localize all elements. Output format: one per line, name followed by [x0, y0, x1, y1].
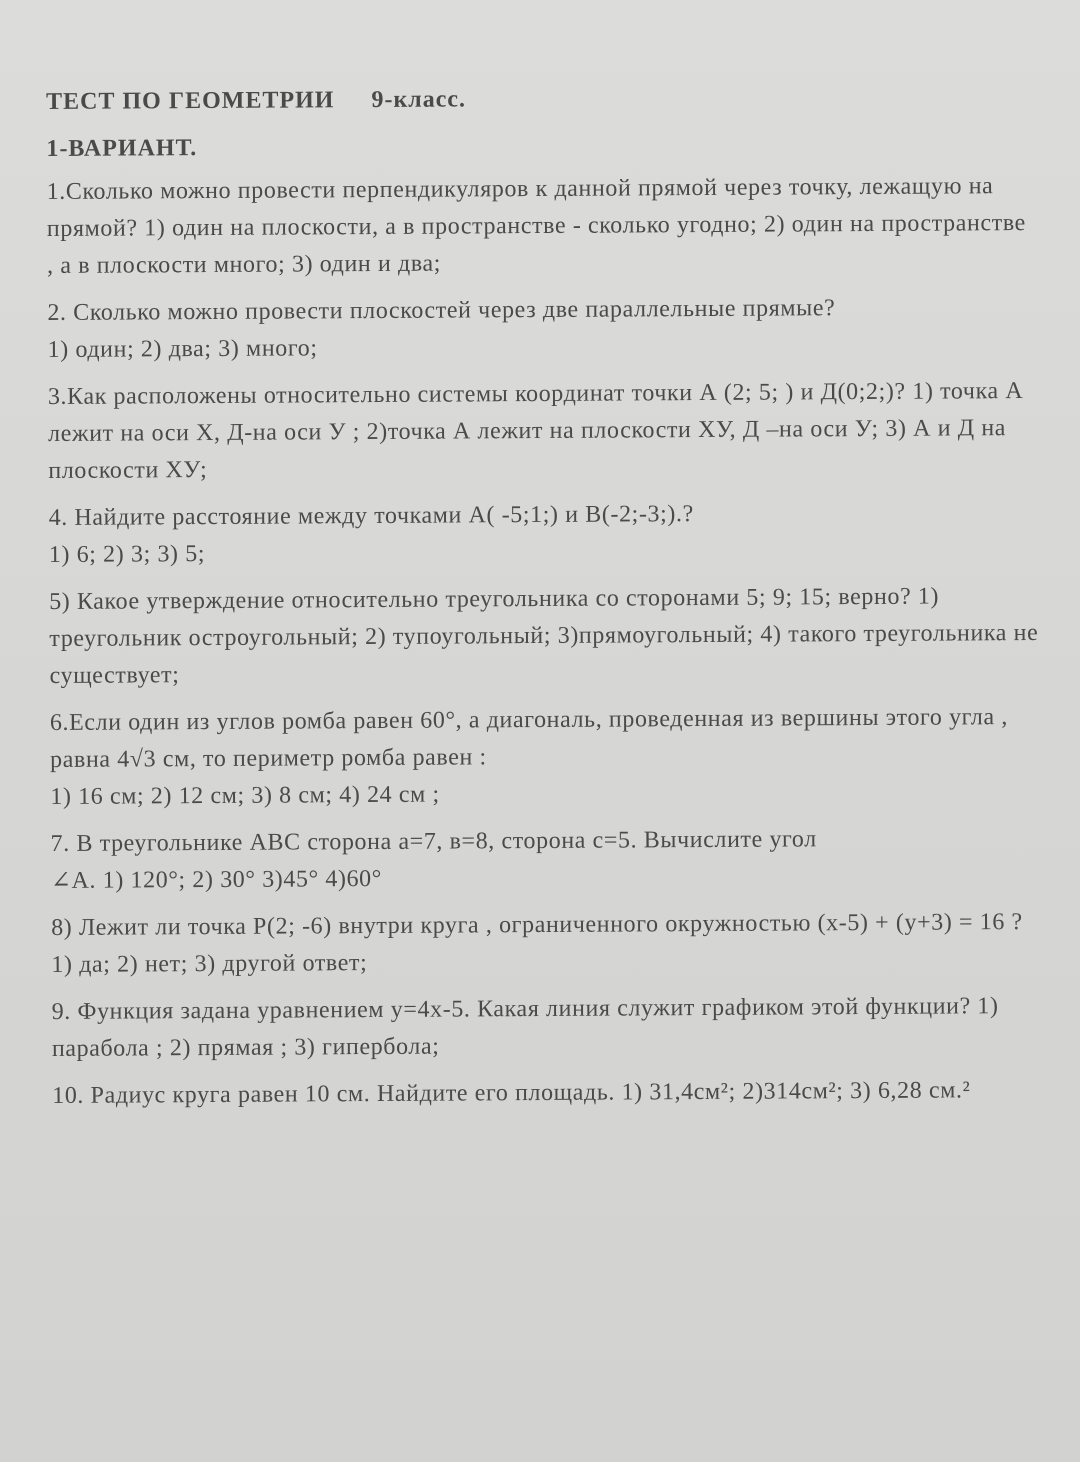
question-text: 8) Лежит ли точка P(2; -6) внутри круга , ограниченного окружностью (x-5) + (y+3) = 16 ? 1) да; 2) нет; 3) другой ответ; [51, 909, 1023, 978]
question-5 [49, 578, 1040, 695]
question-text: 4. Найдите расстояние между точками А( -5;1;) и В(-2;-3;).? [48, 501, 694, 531]
question-text: 10. Радиус круга равен 10 см. Найдите его площадь. 1) 31,4см²; 2)314см²; 3) 6,28 см.² [52, 1077, 971, 1109]
test-title [46, 78, 1036, 121]
question-9 [52, 988, 1042, 1068]
question-1 [47, 168, 1038, 285]
question-options: 1) 16 см; 2) 12 см; 3) 8 см; 4) 24 см ; [50, 781, 440, 810]
question-7 [51, 820, 1041, 900]
question-2 [47, 289, 1037, 369]
title-text: ТЕСТ ПО ГЕОМЕТРИИ [46, 87, 335, 115]
question-text: 9. Функция задана уравнением y=4x-5. Какая линия служит графиком этой функции? 1) парабола ; 2) прямая ; 3) гипербола; [51, 993, 999, 1062]
grade-text: 9-класс. [371, 86, 467, 114]
question-3 [48, 373, 1039, 490]
question-text: 3.Как расположены относительно системы координат точки А (2; 5; ) и Д(0;2;)? 1) точка А лежит на оси X, Д-на оси У ; 2)точка А лежит на плоскости XУ, Д –на оси У; 3) А и Д на плоскости XУ; [47, 378, 1024, 484]
test-document [46, 78, 1042, 1125]
question-text: 7. В треугольнике ABC сторона а=7, в=8, сторона с=5. Вычислите угол [50, 826, 817, 857]
question-options: 1) 6; 2) 3; 3) 5; [48, 541, 206, 568]
question-6 [50, 699, 1041, 816]
question-10 [52, 1072, 1042, 1115]
question-text: 2. Сколько можно провести плоскостей через две параллельные прямые? [47, 295, 836, 326]
question-options: 1) один; 2) два; 3) много; [47, 335, 318, 363]
question-8 [51, 904, 1041, 984]
question-text: 1.Сколько можно провести перпендикуляров к данной прямой через точку, лежащую на прямой? 1) один на плоскости, а в пространстве - сколько угодно; 2) один на пространстве , а в плоскости много; 3) один и два; [46, 173, 1026, 279]
question-4 [49, 494, 1039, 574]
question-text: 5) Какое утверждение относительно треугольника со сторонами 5; 9; 15; верно? 1) треугольник остроугольный; 2) тупоугольный; 3)прямоугольный; 4) такого треугольника не существует; [49, 583, 1039, 689]
variant-label: 1-ВАРИАНТ. [46, 135, 198, 162]
question-options: ∠A. 1) 120°; 2) 30° 3)45° 4)60° [50, 865, 383, 894]
question-text: 6.Если один из углов ромба равен 60°, а диагональ, проведенная из вершины этого угла , равна 4√3 см, то периметр ромба равен : [49, 704, 1008, 773]
